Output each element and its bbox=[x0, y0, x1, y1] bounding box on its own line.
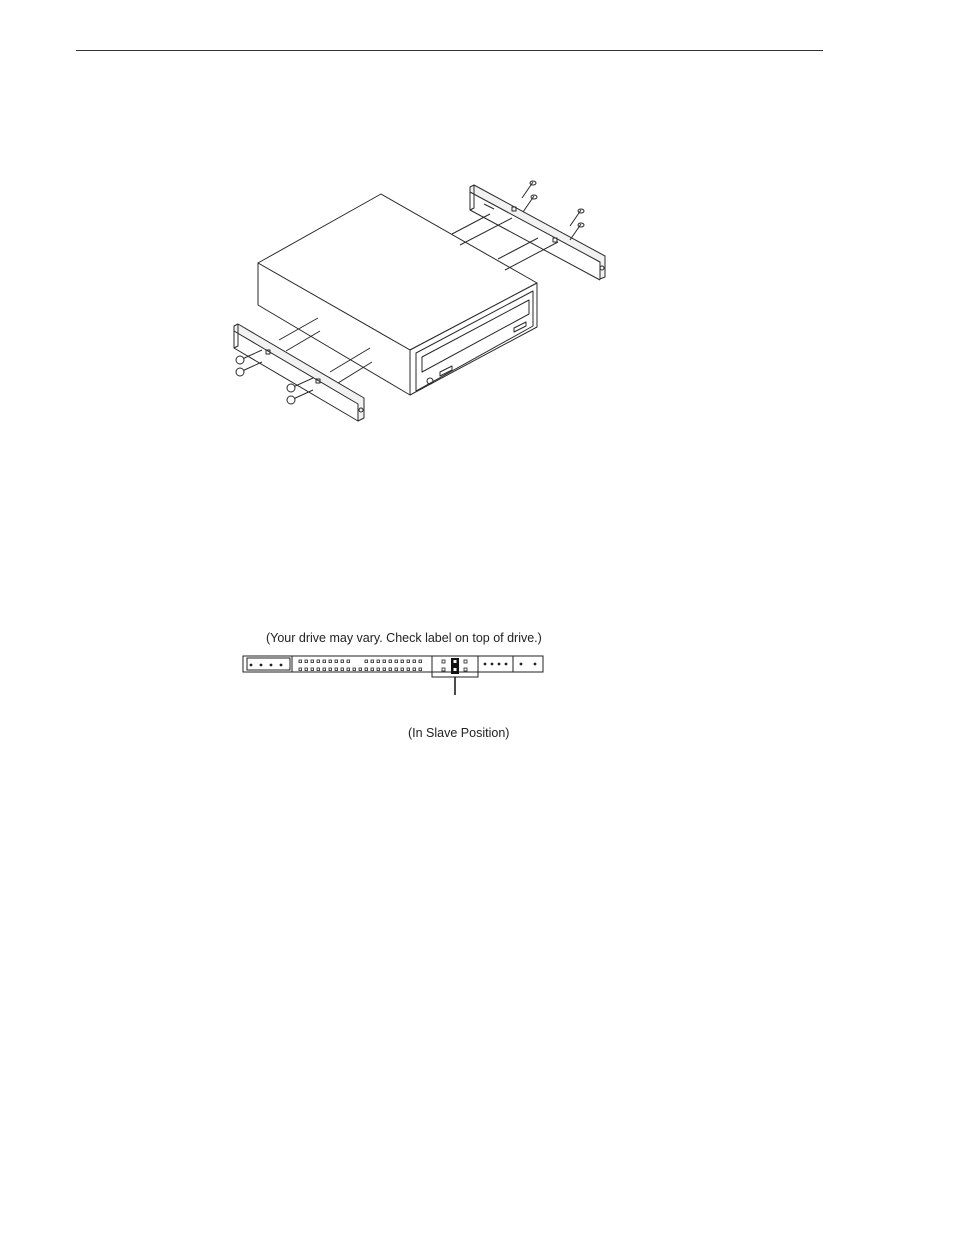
jumper-position-label: (In Slave Position) bbox=[408, 726, 510, 740]
drive-variation-note: (Your drive may vary. Check label on top of drive.) bbox=[266, 631, 542, 645]
